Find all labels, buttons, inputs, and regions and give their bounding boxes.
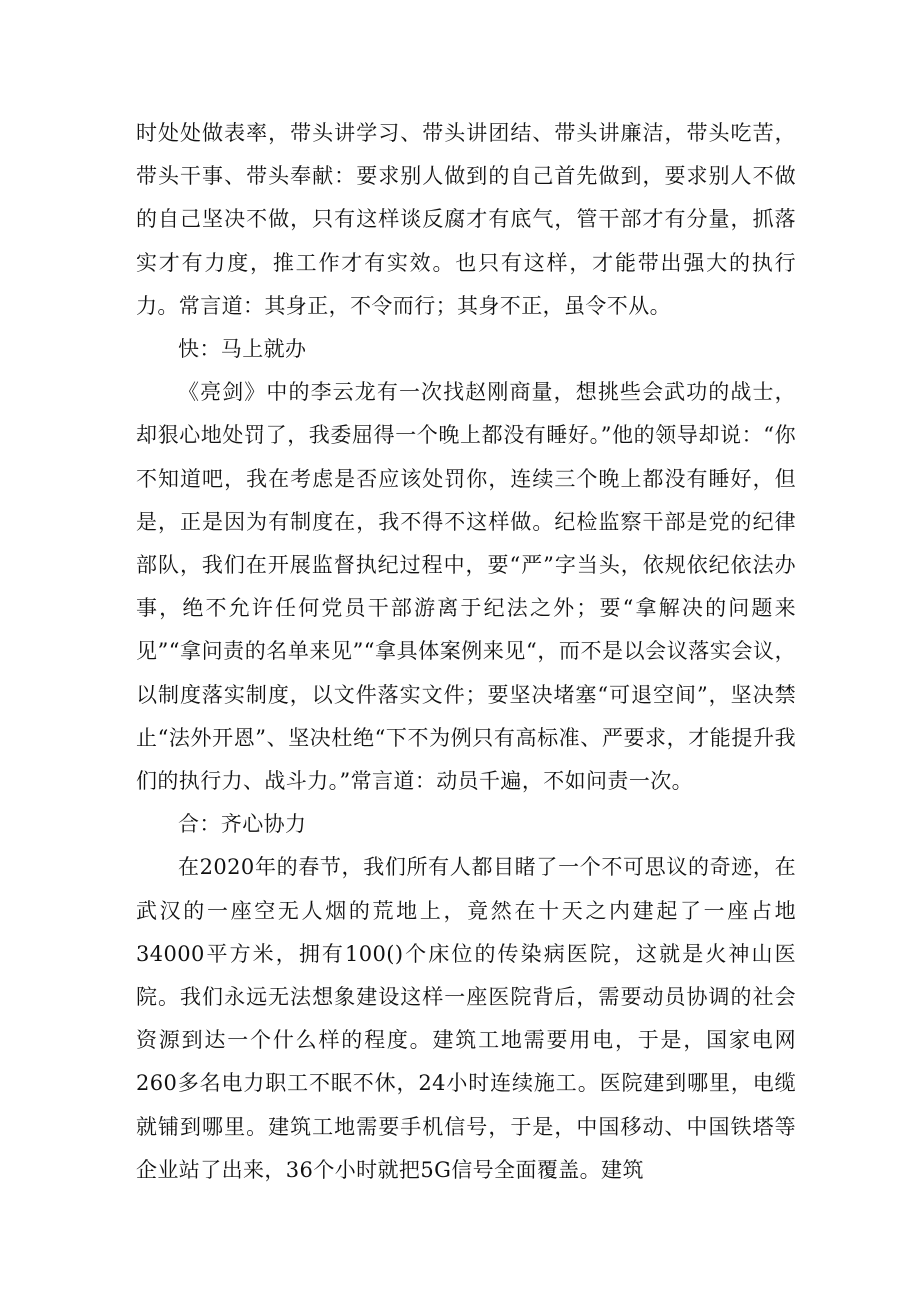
paragraph-liangjian: 《亮剑》中的李云龙有一次找赵刚商量，想挑些会武功的战士，却狠心地处罚了，我委屈得一个晚上都没有睡好。”他的领导却说：“你不知道吧，我在考虑是否应该处罚你，连续三个晚上都没有睡好，但是，正是因为有制度在，我不得不这样做。纪检监察干部是党的纪律部队，我们在开展监督执纪过程中，要“严”字当头，依规依纪依法办事，绝不允许任何党员干部游离于纪法之外；要“拿解决的问题来见”“拿问责的名单来见”“拿具体案例来见“，而不是以会议落实会议，以制度落实制度，以文件落实文件；要坚决堵塞“可退空间”，坚决禁止“法外开恩”、坚决杜绝“下不为例只有高标准、严要求，才能提升我们的执行力、战斗力。”常言道：动员千遍，不如问责一次。 (136, 380, 796, 794)
section-heading-he: 合：齐心协力 (178, 812, 307, 837)
section-heading-kuai: 快：马上就办 (178, 337, 307, 362)
paragraph-continuation: 时处处做表率，带头讲学习、带头讲团结、带头讲廉洁，带头吃苦，带头干事、带头奉献：要求别人做到的自己首先做到，要求别人不做的自己坚决不做，只有这样谈反腐才有底气，管干部才有分量，抓落实才有力度，推工作才有实效。也只有这样，才能带出强大的执行力。常言道：其身正，不令而行；其身不正，虽令不从。 (136, 121, 796, 318)
body-text (136, 112, 796, 1192)
paragraph-huoshenshan: 在2020年的春节，我们所有人都目睹了一个不可思议的奇迹，在武汉的一座空无人烟的荒地上，竟然在十天之内建起了一座占地34000平方米，拥有100()个床位的传染病医院，这就是火神山医院。我们永远无法想象建设这样一座医院背后，需要动员协调的社会资源到达一个什么样的程度。建筑工地需要用电，于是，国家电网260多名电力职工不眠不休，24小时连续施工。医院建到哪里，电缆就铺到哪里。建筑工地需要手机信号，于是，中国移动、中国铁塔等企业站了出来，36个小时就把5G信号全面覆盖。建筑 (136, 855, 796, 1182)
